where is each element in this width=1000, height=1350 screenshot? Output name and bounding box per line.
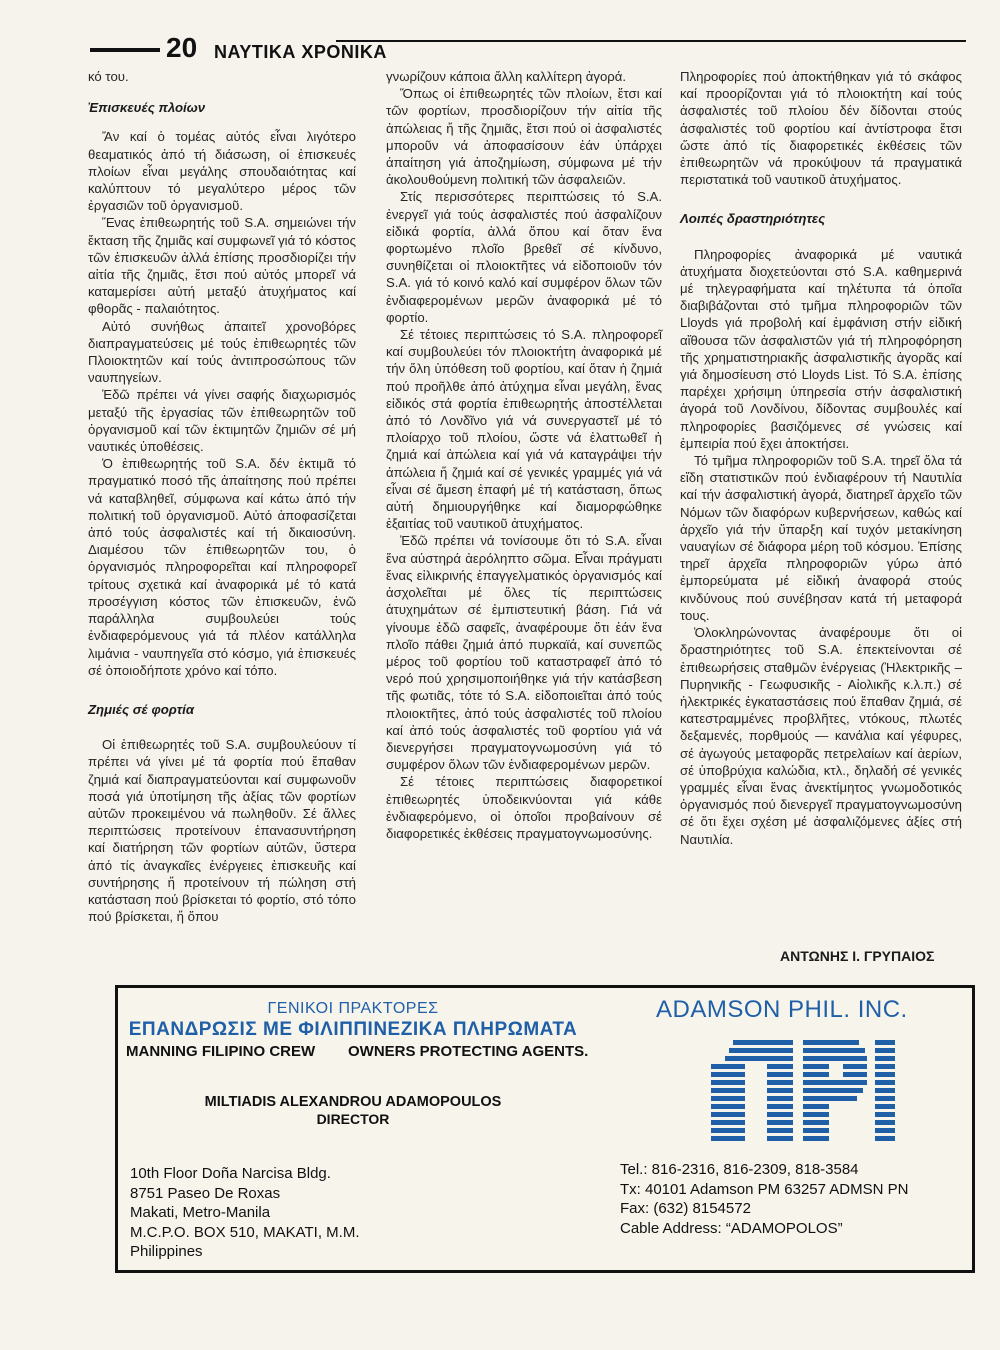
address-line: Philippines <box>130 1243 203 1260</box>
ad-greek-manning: ΕΠΑΝΔΡΩΣΙΣ ΜΕ ΦΙΛΙΠΠΙΝΕΖΙΚΑ ΠΛΗΡΩΜΑΤΑ <box>128 1019 578 1040</box>
paragraph: Οἱ ἐπιθεωρητές τοῦ S.A. συμβουλεύουν τί πρέπει νά γίνει μέ τά φορτία πού ἔπαθαν ζημιά καί διαπραγματεύονται καί συμφωνοῦν ποσά γιά ὑποτίμηση τῆς ἀξίας τῶν φορτίων αὐτῶν προκειμένου νά πωληθοῦν. Σέ ἄλλες περιπτώσεις προτείνουν ἐπανασυντήρηση καί διατήρηση τῶν φορτίων αὐτῶν, ὕστερα ἀπό τίς ἀναγκαῖες ἐνέργειες ἐπισκευῆς καί συντήρησης ἤ προτείνουν τή πώληση στή κατάσταση πού βρίσκεται τό φορτίο, στό τόπο πού βρίσκεται, ἤ ὅπου <box>88 737 356 925</box>
paragraph: Σέ τέτοιες περιπτώσεις διαφορετικοί ἐπιθεωρητές ὑποδεικνύονται γιά κάθε ἐνδιαφερόμενο, οἱ ὁποῖοι προβαίνουν σέ διαφορετικές ἐκθέσεις πραγματογνωμοσύνης. <box>386 774 662 841</box>
address-line: Makati, Metro-Manila <box>130 1204 271 1221</box>
ad-director-name: MILTIADIS ALEXANDROU ADAMOPOULOS <box>204 1094 502 1110</box>
section-heading-cargo-damage: Ζημιές σέ φορτία <box>88 701 194 717</box>
section-heading-ship-repairs: Ἐπισκευές πλοίων <box>88 100 206 116</box>
paragraph: Τό τμῆμα πληροφοριῶν τοῦ S.A. τηρεῖ ὅλα τά εἴδη στατιστικῶν πού ἐνδιαφέρουν τή Ναυτιλία καί τήν ἀσφαλιστική ἀγορά, διατηρεῖ ἀρχεῖο τῶν Νόμων τῶν διαφόρων κυβερνήσεων, καθώς καί ἀρχεῖο γιά τήν ὕπαρξη καί τυχόν μετακίνηση ναυαγίων σέ διάφορα μέρη τοῦ κόσμου. Ἐπίσης τηρεῖ ἀρχεῖα πληροφοριῶν γύρω ἀπό ἐμπορεύματα μέ εἰδική ἀναφορά στούς κινδύνους πού συνέβησαν κατά τή μεταφορά τους. <box>680 453 962 623</box>
article-column-3 <box>680 68 962 848</box>
paragraph: Ὁλοκληρώνοντας ἀναφέρουμε ὅτι οἱ δραστηριότητες τοῦ S.A. ἐπεκτείνονται σέ ἐπιθεωρήσεις σταθμῶν ἐνέργειας (Ἠλεκτρικῆς – Πυρηνικῆς - Γεωφυσικῆς - Αἰολικῆς κ.λ.π.) σέ ἠλεκτρικές ἐγκαταστάσεις πού ἔπαθαν ζημιά, σέ κατεστραμμένες προβλῆτες, ντόκους, πλωτές δεξαμενές, πορθμούς — κανάλια καί γέφυρες, σέ ἀγωγούς μεταφορᾶς πετρελαίων καί ἀερίων, σέ ὑποβρύχια καλώδια, κτλ., δηλαδή σέ γενικές γραμμές εἶναι ἕνας ἀνεκτίμητος γνωμοδοτικός ὀργανισμός πού διενεργεῖ πραγματογνωμοσύνη σέ ὅτι ἔχει σχέση μέ ἀσφαλιζόμενες ἀξίες στή Ναυτιλία. <box>680 625 962 847</box>
contact-telex: Tx: 40101 Adamson PM 63257 ADMSN PN <box>620 1180 909 1198</box>
paragraph: γνωρίζουν κάποια ἄλλη καλλίτερη ἀγορά. <box>386 69 627 84</box>
paragraph: Ὅπως οἱ ἐπιθεωρητές τῶν πλοίων, ἔτσι καί τῶν φορτίων, προσδιορίζουν τήν αἰτία τῆς ἀπώλειας ἤ τῆς ζημιᾶς, ἔτσι πού οἱ ἀσφαλιστές μποροῦν νά ἀποφασίσουν ἐάν ὑπάρχει ἀπαίτηση γιά ἀποζημίωση, σύμφωνα μέ τήν ἀκολουθούμενη πολιτική τῶν ἀσφαλειῶν. <box>386 86 662 188</box>
paragraph: κό του. <box>88 69 129 84</box>
address-line: 8751 Paseo De Roxas <box>130 1184 281 1202</box>
magazine-title: ΝΑΥΤΙΚΑ ΧΡΟΝΙΚΑ <box>214 42 387 62</box>
page-header <box>86 32 966 66</box>
page-number: 20 <box>166 32 198 63</box>
address-line: 10th Floor Doña Narcisa Bldg. <box>130 1165 331 1182</box>
author-signature: ΑΝΤΩΝΗΣ Ι. ΓΡΥΠΑΙΟΣ <box>780 948 935 964</box>
advertisement-box <box>115 985 975 1273</box>
address-line: M.C.P.O. BOX 510, MAKATI, M.M. <box>130 1223 360 1241</box>
ad-address <box>130 1164 360 1262</box>
ad-greek-agents: ΓΕΝΙΚΟΙ ΠΡΑΚΤΟΡΕΣ <box>267 1000 439 1017</box>
paragraph: Ἄν καί ὁ τομέας αὐτός εἶναι λιγότερο θεαματικός ἀπό τή διάσωση, οἱ ἐπισκευές πλοίων εἶναι μεγάλης σπουδαιότητας καί καλύπτουν τό μεγαλύτερο μέρος τῶν ἐργασιῶν τοῦ ὀργανισμοῦ. <box>88 129 356 214</box>
api-logo-mark <box>711 1040 895 1141</box>
header-dash <box>90 48 160 52</box>
article-column-2 <box>386 68 662 842</box>
ad-protecting-agents: OWNERS PROTECTING AGENTS. <box>348 1043 589 1060</box>
paragraph: Ἐδῶ πρέπει νά γίνει σαφής διαχωρισμός μεταξύ τῆς ἐργασίας τῶν ἐπιθεωρητῶν τοῦ ὀργανισμοῦ καί τῶν ἐκτιμητῶν ζημιῶν σέ μή ναυτικές ὑποθέσεις. <box>88 387 356 455</box>
ad-director-title: DIRECTOR <box>316 1111 390 1127</box>
ad-manning-crew: MANNING FILIPINO CREW <box>126 1043 316 1060</box>
paragraph: Ἕνας ἐπιθεωρητής τοῦ S.A. σημειώνει τήν ἔκταση τῆς ζημιᾶς καί συμφωνεῖ γιά τό κόστος τῶν ἐπισκευῶν ἀλλά ἐπίσης προσδιορίζει τήν αἰτία τῆς ζημιᾶς, ἔτσι πού αὐτός μπορεῖ νά καταμερίσει αὐτή μεταξύ ἀτυχήματος καί φθορᾶς - παλαιότητος. <box>88 215 356 317</box>
paragraph: Αὐτό συνήθως ἀπαιτεῖ χρονοβόρες διαπραγματεύσεις μέ τούς ἐπιθεωρητές τῶν Πλοιοκτητῶν καί τούς ἀντιπροσώπους τῶν ναυπηγείων. <box>88 318 356 386</box>
contact-telephone: Tel.: 816-2316, 816-2309, 818-3584 <box>620 1161 859 1178</box>
paragraph: Πληροφορίες ἀναφορικά μέ ναυτικά ἀτυχήματα διοχετεύονται στό S.A. καθημερινά μέ τηλεγραφήματα καί τηλέτυπα τά ὁποῖα διαβιβάζονται στό τμῆμα πληροφοριῶν τῶν Lloyds γιά προβολή καί ἐμφάνιση στήν εἰδική αἴθουσα τῶν ἀσφαλιστῶν γιά τή πληροφόρηση τῆς χρηματιστηριακῆς ἀσφαλιστικῆς ἀγορᾶς καί γιά δημοσίευση στό Lloyds List. Τό S.A. ἐπίσης παρέχει χρήσιμη ὑπηρεσία στήν ἀσφαλιστική ἀγορά τοῦ Λονδίνου, δίδοντας συμβουλές καί πληροφορίες βασιζόμενες σέ γνώσεις καί ἐμπειρία πού ἔχει ἀποκτήσει. <box>680 246 962 451</box>
paragraph: Ὁ ἐπιθεωρητής τοῦ S.A. δέν ἐκτιμᾶ τό πραγματικό ποσό τῆς ἀπαίτησης πού πρέπει νά καταβληθεῖ, σύμφωνα καί κάτω ἀπό τήν πολιτική τοῦ ὀργανισμοῦ. Αὐτό ἀποφασίζεται ἀπό τούς ἀσφαλιστές καί τή δικαιοσύνη. Διαμέσου τῶν ἐπιθεωρητῶν του, ὁ ὀργανισμός πληροφορεῖται καί πληροφορεῖ τρίτους σχετικά καί ἀναφορικά μέ τό κατά προσέγγιση κόστος τῶν ἐπισκευῶν, ἐνῶ παράλληλα συμβουλεύει τούς ἐνδιαφερόμενους γιά τά πλέον κατάλληλα λιμάνια - ναυπηγεῖα στό κόσμο, γιά ἐπισκευές σέ ὁποιοδήποτε χρόνο καί τόπο. <box>88 456 356 678</box>
ad-company-name: ADAMSON PHIL. INC. <box>656 996 908 1023</box>
section-heading-other-activities: Λοιπές δραστηριότητες <box>680 211 826 227</box>
contact-fax: Fax: (632) 8154572 <box>620 1200 751 1217</box>
article-column-1 <box>88 68 356 925</box>
paragraph: Πληροφορίες πού ἀποκτήθηκαν γιά τό σκάφος καί προορίζονται γιά τό πλοιοκτήτη καί τούς ἀσφαλιστές τοῦ πλοίου δέν δίδονται στούς ἀσφαλιστές τοῦ φορτίου καί ἀντίστροφα ἔτσι ὥστε ἀπό τίς διαφορετικές ἐκθέσεις τῶν ἐπιθεωρητῶν νά προκύψουν τά πραγματικά περιστατικά τοῦ ναυτικοῦ ἀτυχήματος. <box>680 69 962 188</box>
ad-contacts <box>620 1160 908 1238</box>
api-logo <box>703 1030 903 1150</box>
paragraph: Σέ τέτοιες περιπτώσεις τό S.A. πληροφορεῖ καί συμβουλεύει τόν πλοιοκτήτη ἀναφορικά μέ τήν ὅλη ὑπόθεση τοῦ φορτίου, καί ὅταν ἡ ζημιά πού προῆλθε ἀπό ἀτύχημα εἶναι μεγάλη, ἕνας εἰδικός στά φορτία ἐπιθεωρητής ἀποστέλλεται ἀπό τό Λονδῖνο γιά νά συνεργαστεῖ μέ τό πλοίαρχο τοῦ πλοίου, ὥστε νά ἐλαττωθεῖ ἡ ζημιά καί ἀπώλεια καί γιά νά καταγράψει τήν ἀπώλεια ἤ ζημιά καί σέ γενικές γραμμές γιά νά εἶναι σέ ἄμεση ἐπαφή μέ τή κατάσταση, ὅπως αὐτή δημιουργήθηκε καί διαμορφώθηκε ἐξαιτίας τοῦ ναυτικοῦ ἀτυχήματος. <box>386 327 662 532</box>
header-rule <box>336 40 966 42</box>
paragraph: Στίς περισσότερες περιπτώσεις τό S.A. ἐνεργεῖ γιά τούς ἀσφαλιστές πού ἀσφαλίζουν εἰδικά φορτία, ἀλλά ὅπου καί ὅταν ἕνα φορτωμένο πλοῖο βρεθεῖ σέ κίνδυνο, συνηθίζεται οἱ πλοιοκτῆτες νά εἰδοποιοῦν τόν S.A. γιά τό κοινό καλό καί συμφέρον ὅλων τῶν ἐνδιαφερομένων μερῶν ἀναφορικά μέ τό φορτίο. <box>386 189 662 325</box>
contact-cable: Cable Address: “ADAMOPOLOS” <box>620 1219 843 1237</box>
paragraph: Ἐδῶ πρέπει νά τονίσουμε ὅτι τό S.A. εἶναι ἕνα αὐστηρά ἀερόληπτο σῶμα. Εἶναι πράγματι ἕνας εἰλικρινής ἐπαγγελματικός ὀργανισμός καί ἀσχολεῖται μέ ὅλες τίς περιπτώσεις ἀτυχημάτων σέ ἐμπιστευτική βάση. Γιά νά γίνουμε ἐδῶ σαφεῖς, ἀναφέρουμε ὅτι ἐάν ἕνα πλοῖο πάθει ζημιά ἀπό πυρκαϊά, καί συνεπῶς μέρος τοῦ φορτίου τοῦ καταστραφεῖ ἀπό τό νερό πού χρησιμοποιήθηκε γιά τήν κατάσβεση τῆς φωτιᾶς, τότε τό S.A. εἰδοποιεῖται ἀπό τούς πλοιοκτῆτες, ἀπό τούς ἀσφαλιστές τοῦ πλοίου καί ἀπό τούς ἀσφαλιστές τοῦ φορτίου γιά νά διενεργήσει πραγματογνωμοσύνη γιά τό συμφέρον ὅλων τῶν ἐνδιαφερομένων μερῶν. <box>386 533 662 773</box>
